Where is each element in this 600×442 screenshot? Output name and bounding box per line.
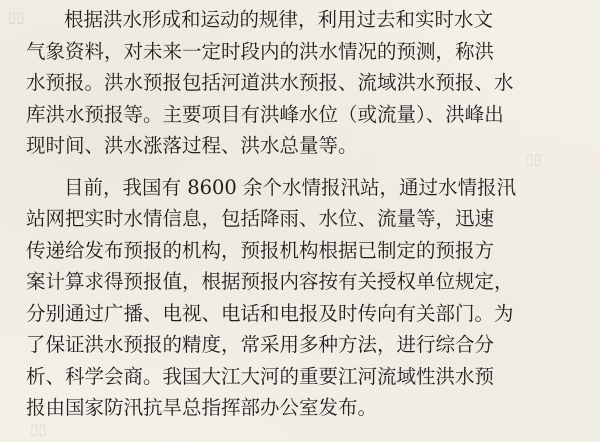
text-line: 析、科学会商。我国大江大河的重要江河流域性洪水预 [26, 364, 495, 388]
text-line: 案计算求得预报值，根据预报内容按有关授权单位规定， [26, 270, 514, 293]
text-line: 目前，我国有 8600 余个水情报汛站，通过水情报汛 [64, 175, 517, 199]
paragraph-forecast-network [26, 172, 586, 424]
text-line: 报由国家防汛抗旱总指挥部办公室发布。 [26, 396, 378, 419]
body-text [26, 4, 586, 424]
paragraph-flood-definition [26, 4, 586, 162]
show-through-mark: ▯▯ [8, 8, 25, 26]
text-line: 分别通过广播、电视、电话和电报及时传向有关部门。为 [26, 301, 514, 325]
text-line: 现时间、洪水涨落过程、洪水总量等。 [26, 134, 358, 157]
text-line: 站网把实时水情信息，包括降雨、水位、流量等，迅速 [26, 207, 495, 230]
show-through-mark: ▯▯ [525, 150, 542, 168]
text-line: 气象资料，对未来一定时段内的洪水情况的预测，称洪 [26, 39, 495, 63]
text-line: 库洪水预报等。主要项目有洪峰水位（或流量）、洪峰出 [26, 102, 504, 126]
text-line: 根据洪水形成和运动的规律，利用过去和实时水文 [64, 8, 494, 31]
text-line: 传递给发布预报的机构，预报机构根据已制定的预报方 [26, 238, 495, 262]
text-line: 了保证洪水预报的精度，常采用多种方法，进行综合分 [26, 333, 495, 356]
show-through-mark: ▯▯ [30, 420, 47, 438]
paragraph-spacing [26, 162, 586, 172]
text-line: 水预报。洪水预报包括河道洪水预报、流域洪水预报、水 [26, 71, 514, 94]
